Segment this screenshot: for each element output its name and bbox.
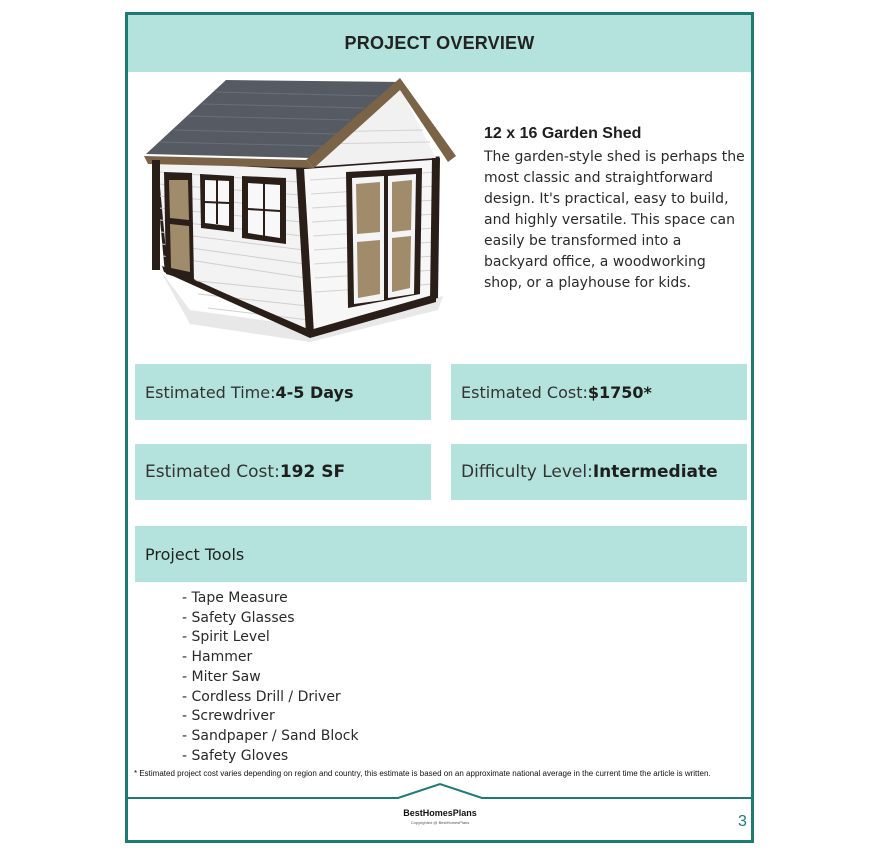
shed-description: The garden-style shed is perhaps the most classic and straightforward design. It's practical, easy to build, and highly versatile. This space can easily be transformed into a backyard office, a woodworking shop, or a playhouse for kids.: [484, 149, 745, 291]
list-item: - Sandpaper / Sand Block: [182, 727, 359, 744]
list-item: - Spirit Level: [182, 629, 270, 646]
estimated-area-label: Estimated Cost:: [145, 462, 280, 482]
page-title: PROJECT OVERVIEW: [344, 33, 535, 53]
project-tools-heading: [135, 526, 747, 582]
list-item: - Miter Saw: [182, 668, 261, 685]
list-item: - Hammer: [182, 649, 253, 666]
estimated-cost-box: [451, 364, 747, 420]
estimated-time-label: Estimated Time:: [145, 382, 276, 402]
project-tools-title: Project Tools: [145, 544, 245, 564]
difficulty-label: Difficulty Level:: [461, 462, 593, 482]
estimated-time-box: [135, 364, 431, 420]
list-item: - Safety Glasses: [182, 609, 295, 626]
page-number: 3: [738, 813, 747, 830]
shed-title: 12 x 16 Garden Shed: [484, 125, 642, 142]
tools-list: [182, 589, 359, 766]
estimated-area-box: [135, 444, 431, 500]
estimated-cost-label: Estimated Cost:: [461, 382, 588, 402]
cost-footnote: * Estimated project cost varies depending on region and country, this estimate is based on an approximate national average in the current time the article is written.: [134, 769, 711, 778]
estimated-cost-value: $1750*: [587, 382, 652, 402]
shed-illustration: [138, 72, 458, 344]
list-item: - Tape Measure: [182, 590, 288, 606]
footer-copyright: Copyrighted @ BestHomesPlans: [410, 820, 470, 825]
difficulty-value: Intermediate: [592, 462, 718, 482]
estimated-time-value: 4-5 Days: [275, 382, 354, 402]
estimated-area-value: 192 SF: [279, 462, 346, 482]
list-item: - Cordless Drill / Driver: [182, 688, 341, 705]
header-bar: [128, 15, 751, 72]
list-item: - Screwdriver: [182, 708, 275, 725]
list-item: - Safety Gloves: [182, 747, 289, 764]
difficulty-box: [451, 444, 747, 500]
footer-brand-logo: BestHomesPlans: [403, 808, 477, 818]
